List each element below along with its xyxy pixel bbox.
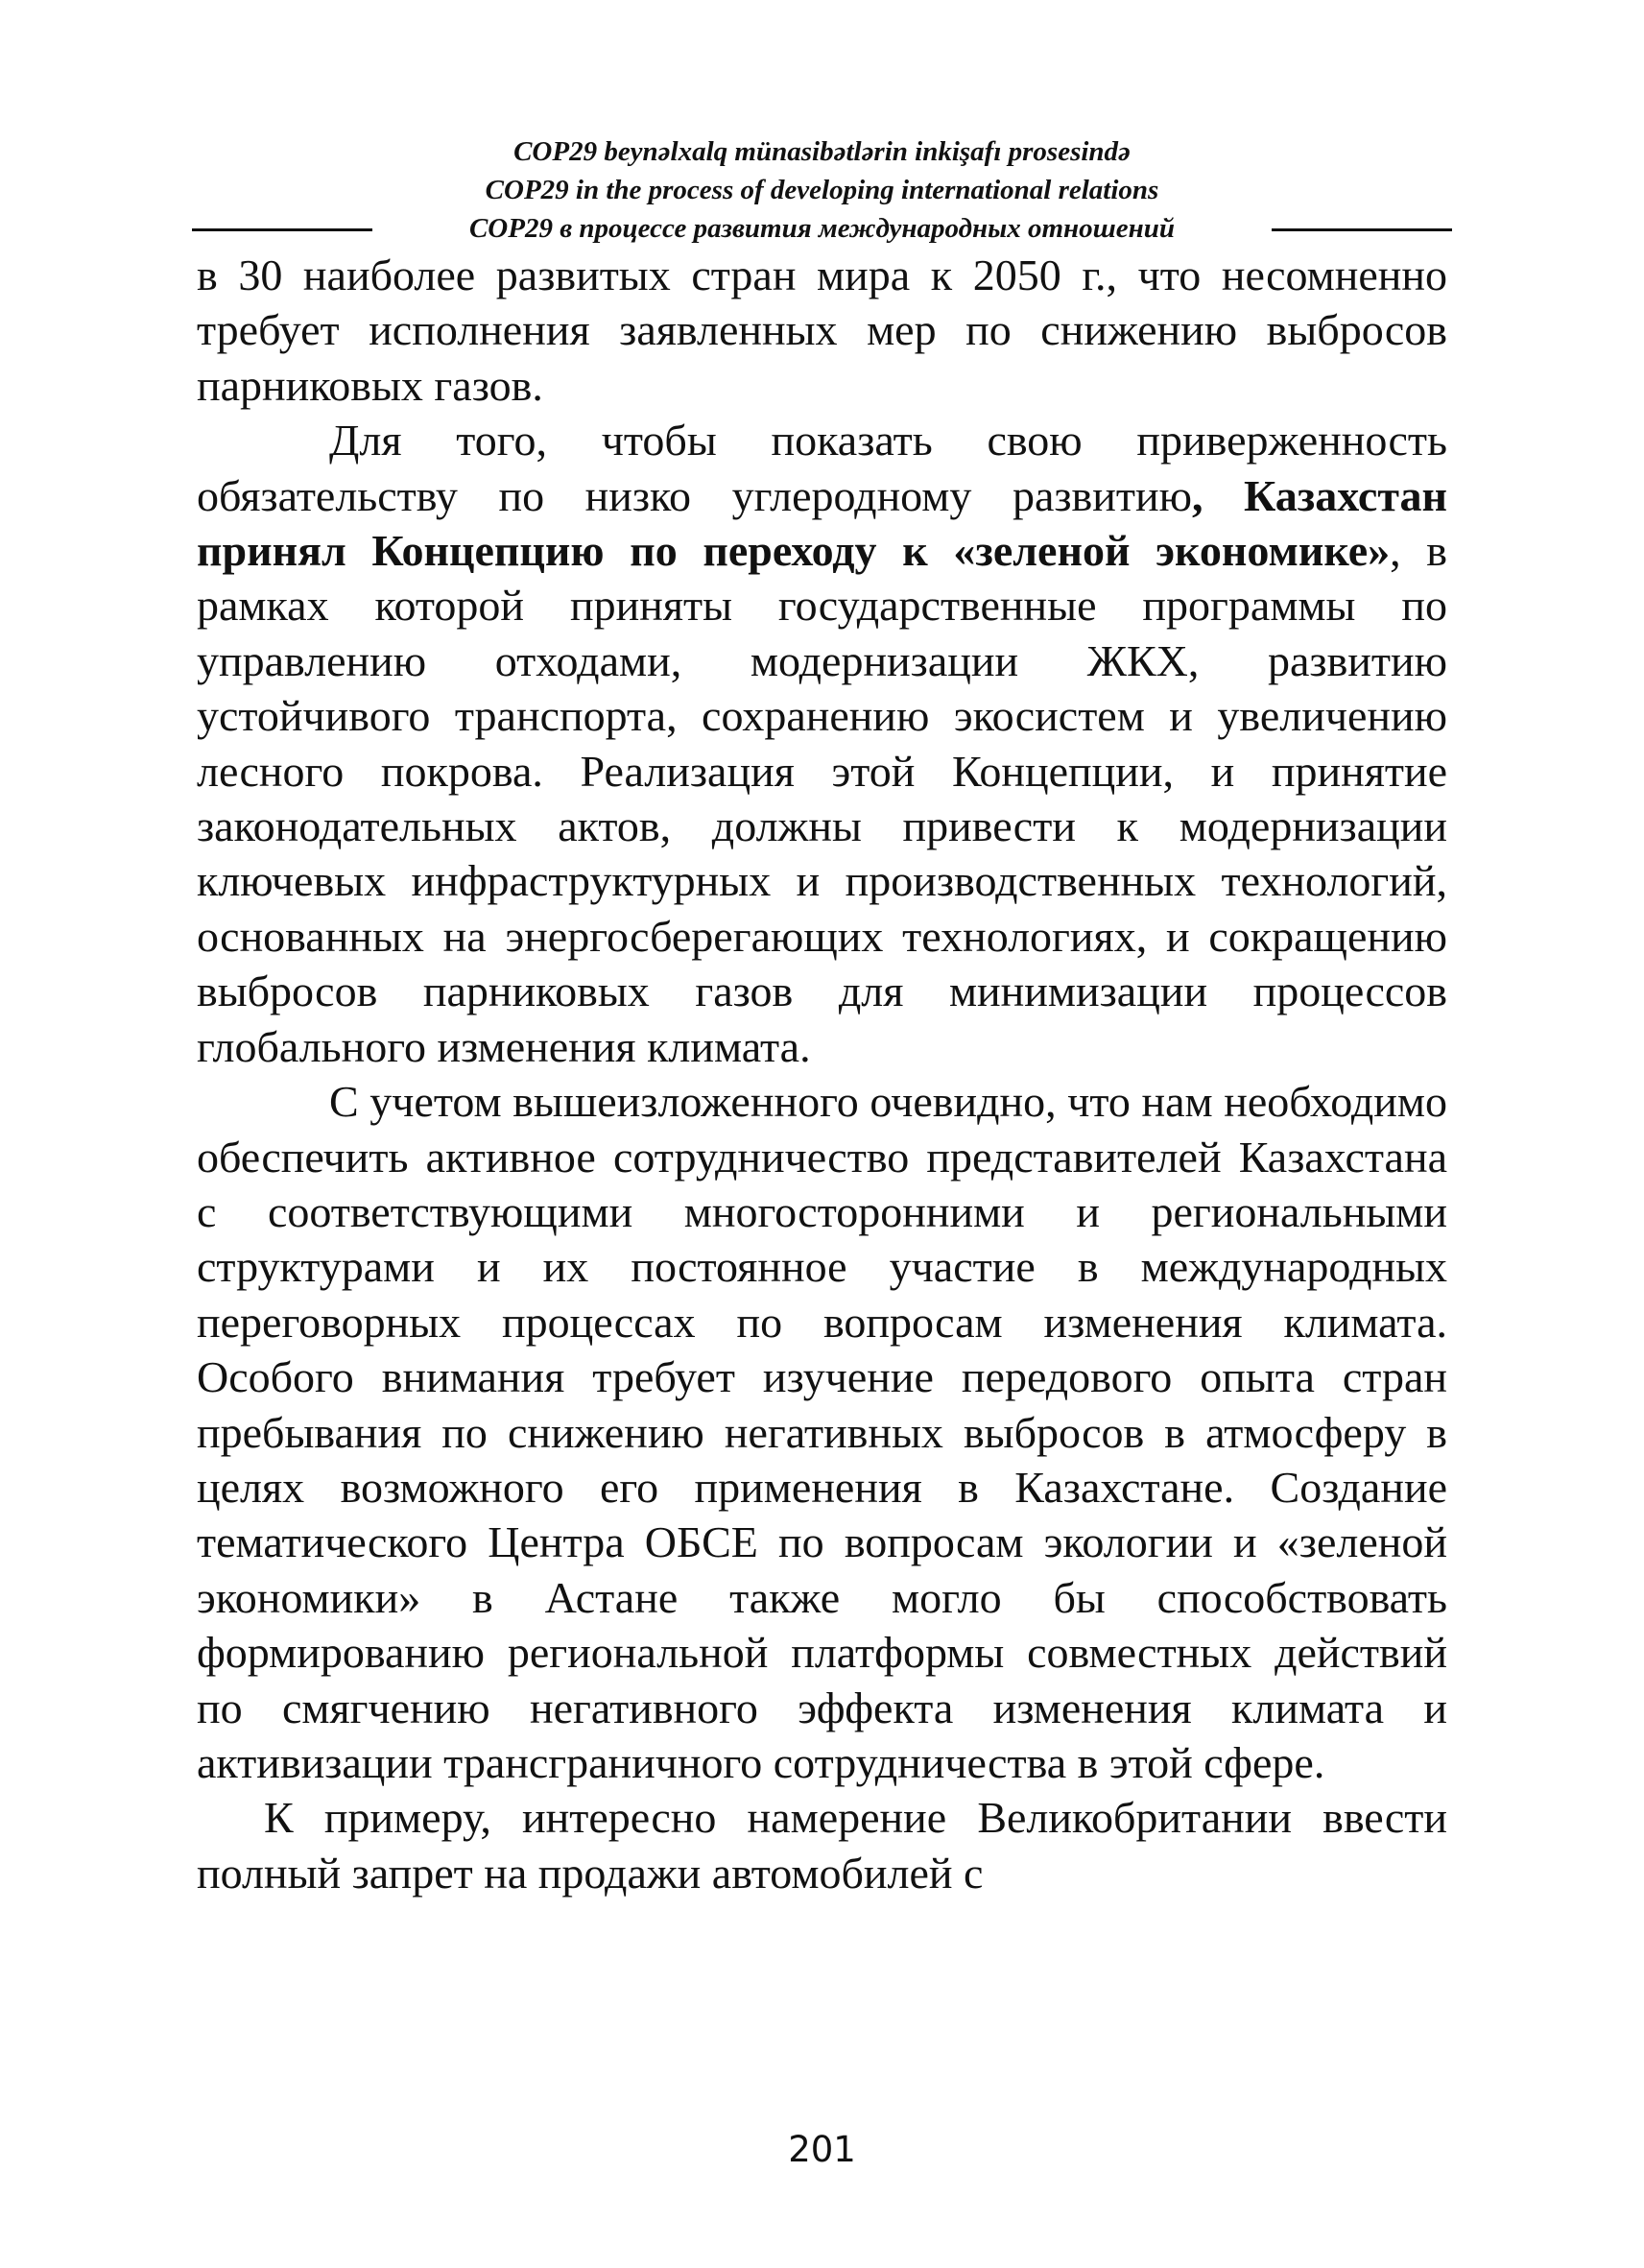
body-text xyxy=(197,248,1447,1900)
header-line-english: COP29 in the process of developing international relations xyxy=(485,175,1159,205)
header-line-azerbaijani: COP29 beynəlxalq münasibətlərin inkişafı prosesində xyxy=(513,136,1131,167)
page-number: 201 xyxy=(788,2129,856,2170)
paragraph-2 xyxy=(197,413,1447,1074)
running-header xyxy=(192,132,1452,248)
header-line-russian-row xyxy=(192,209,1452,248)
paragraph-1: в 30 наиболее развитых стран мира к 2050 г., что несомненно требует исполнения заявленных мер по снижению выбросов парниковых газов. xyxy=(197,251,1447,410)
paragraph-3: С учетом вышеизложенного очевидно, что нам необходимо обеспечить активное сотрудничество представителей Казахстана с соответствующими многосторонними и региональными структурами и их постоянное участие в международных переговорных процессах по вопросам изменения климата. Особого внимания требует изучение передового опыта стран пребывания по снижению негативных выбросов в атмосферу в целях возможного его применения в Казахстане. Создание тематического Центра ОБСЕ по вопросам экологии и «зеленой экономики» в Астане также могло бы способствовать формированию региональной платформы совместных действий по смягчению негативного эффекта изменения климата и активизации трансграничного сотрудничества в этой сфере. xyxy=(197,1077,1447,1787)
header-rule-right xyxy=(1272,228,1452,231)
paragraph-4: К примеру, интересно намерение Великобритании ввести полный запрет на продажи автомобилей с xyxy=(197,1793,1447,1898)
header-rule-left xyxy=(192,228,372,231)
header-line-russian: COP29 в процессе развития международных отношений xyxy=(468,213,1176,244)
paragraph-2-emphasis: , Казахстан принял Концепцию по переходу к «зеленой экономике» xyxy=(197,470,1447,576)
paragraph-2-intro: Для того, чтобы показать свою приверженность обязательству по низко углеродному развитию xyxy=(197,416,1447,520)
paragraph-2-rest: , в рамках которой приняты государственные программы по управлению отходами, модернизации ЖКХ, развитию устойчивого транспорта, сохранению экосистем и увеличению лесного покрова. Реализация этой Концепции, и принятие законодательных актов, должны привести к модернизации ключевых инфраструктурных и производственных технологий, основанных на энергосберегающих технологиях, и сокращению выбросов парниковых газов для минимизации процессов глобального изменения климата. xyxy=(197,526,1447,1071)
